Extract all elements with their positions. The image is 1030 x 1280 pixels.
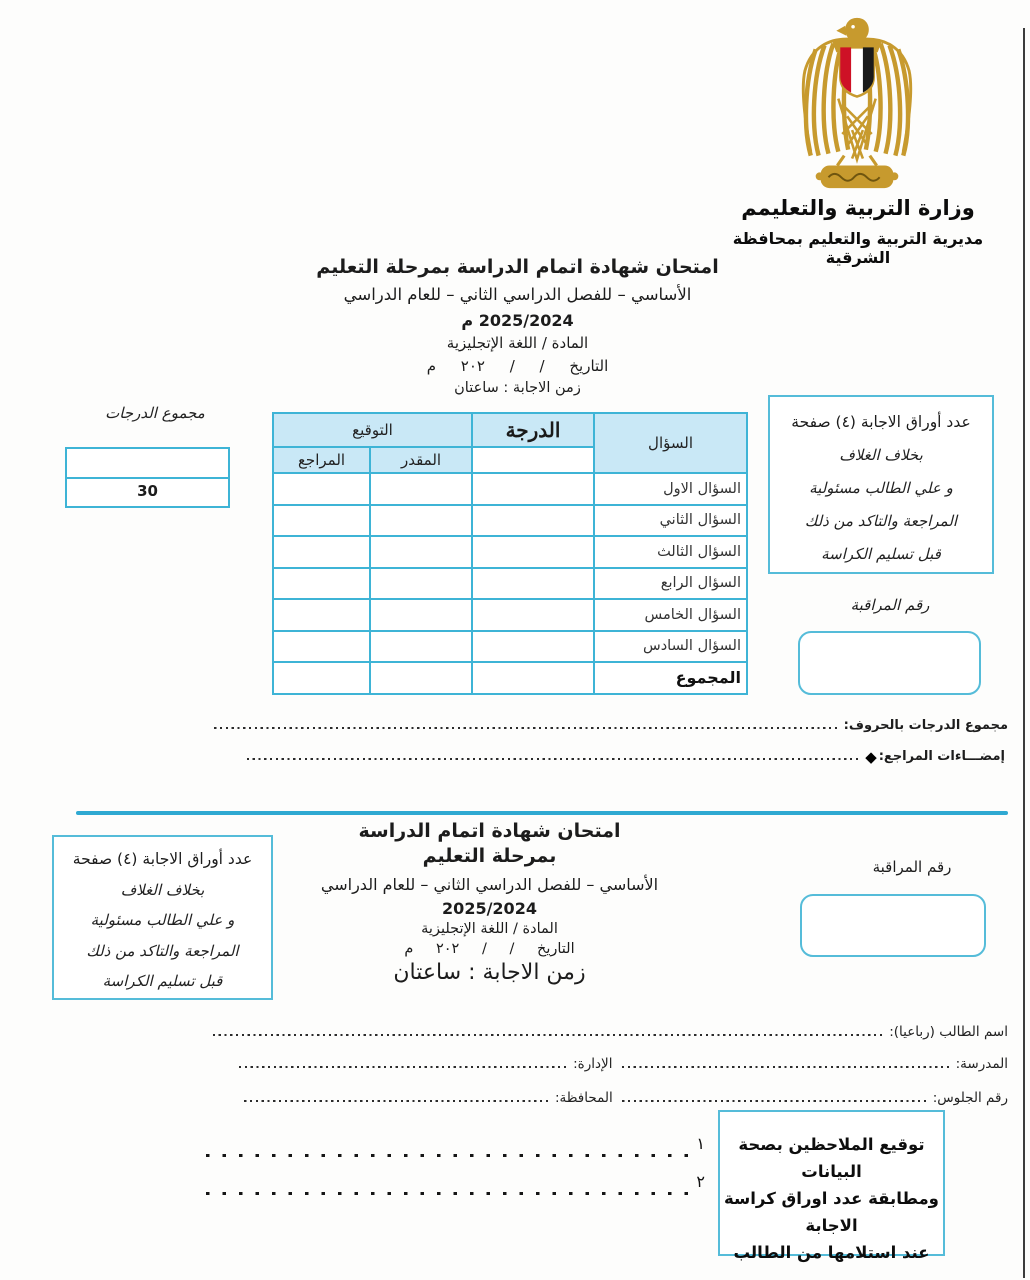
dotted-leader [620, 1100, 926, 1102]
table-row [273, 536, 747, 568]
table-total-row [273, 662, 747, 694]
reviewer-cell [273, 536, 370, 568]
eagle-of-saladin-icon [793, 12, 921, 194]
question-label: السؤال الاول [594, 473, 747, 505]
estimator-cell [370, 505, 472, 537]
exam-subject: المادة / اللغة الإتجليزية [446, 334, 589, 352]
total-scores-label: مجموع الدرجات [105, 404, 205, 422]
notice-line: قبل تسليم الكراسة [102, 972, 223, 990]
exam-title-block-top [295, 256, 740, 396]
observers-line: ومطابقة عدد اوراق كراسة الاجابة [724, 1189, 939, 1235]
estimator-cell [370, 631, 472, 663]
grade-cell [472, 662, 594, 694]
reviewer-cell [273, 599, 370, 631]
estimator-cell [370, 536, 472, 568]
dotted-leader [212, 1034, 882, 1036]
grade-cell [472, 599, 594, 631]
exam-title: امتحان شهادة اتمام الدراسة [358, 820, 621, 842]
reviewer-signatures-line [238, 746, 1005, 764]
dotted-leader [237, 1066, 566, 1068]
reviewer-cell [273, 473, 370, 505]
spaced-dots-leader [205, 1154, 688, 1157]
estimator-cell [370, 662, 472, 694]
col-header-grade [472, 413, 594, 447]
monitoring-number-label-top: رقم المراقبة [850, 596, 930, 614]
exam-year: 2025/2024 [442, 899, 537, 918]
notice-line: عدد أوراق الاجابة (٤) صفحة [791, 413, 971, 431]
exam-date: التاريخ / / ٢٠٢ م [404, 941, 575, 957]
question-label: السؤال الثاني [594, 505, 747, 537]
notice-line: و علي الطالب مسئولية [809, 479, 953, 497]
seat-number-label: رقم الجلوس: [932, 1090, 1008, 1106]
grade-cell [472, 631, 594, 663]
ministry-title: وزارة التربية والتعليمم [741, 196, 975, 220]
governorate-label: المحافظة: [554, 1090, 613, 1106]
total-scores-box [65, 447, 230, 508]
col-header-signature: التوقيع [273, 413, 472, 447]
egypt-eagle-emblem [793, 12, 921, 194]
exam-duration: زمن الاجابة : ساعتان [393, 960, 586, 985]
reviewer-signatures-label: إمضـــاءات المراجع: [878, 749, 1005, 764]
table-row [273, 473, 747, 505]
dotted-leader [242, 1100, 548, 1102]
total-in-words-label: مجموع الدرجات بالحروف: [843, 718, 1008, 733]
notice-line: بخلاف الغلاف [120, 880, 205, 899]
notice-line: المراجعة والتاكد من ذلك [86, 941, 239, 960]
exam-subject: المادة / اللغة الإتجليزية [421, 921, 558, 937]
page-edge-line [1023, 28, 1025, 1278]
total-scores-empty-cell [67, 449, 228, 479]
observers-signature-box [718, 1110, 945, 1262]
grade-cell [472, 505, 594, 537]
grade-header-text: الدرجة [505, 418, 561, 442]
dotted-leader [212, 727, 837, 729]
grade-cell [472, 473, 594, 505]
notice-line: عدد أوراق الاجابة (٤) صفحة [72, 850, 253, 868]
student-name-line [205, 1024, 1008, 1040]
ink-mark: ◆ [865, 748, 877, 766]
reviewer-cell [273, 568, 370, 600]
exam-title: امتحان شهادة اتمام الدراسة بمرحلة التعليم [316, 256, 719, 278]
monitoring-number-box-bottom [800, 894, 986, 957]
observers-line: توقيع الملاحظين بصحة البيانات [738, 1135, 925, 1181]
total-in-words-line [205, 718, 1008, 733]
table-row [273, 631, 747, 663]
total-scores-value: 30 [137, 482, 158, 500]
score-table [272, 412, 748, 695]
exam-subtitle: الأساسي – للفصل الدراسي الثاني – للعام الدراسي [320, 875, 659, 894]
estimator-cell [370, 473, 472, 505]
question-label: السؤال الرابع [594, 568, 747, 600]
table-row [273, 568, 747, 600]
seat-governorate-line [235, 1090, 1008, 1106]
grade-subheader-empty [472, 447, 594, 473]
exam-year: 2025/2024 م [461, 311, 574, 330]
directorate-title: مديرية التربية والتعليم بمحافظة الشرقية [732, 229, 984, 267]
ministry-header [708, 196, 1008, 267]
exam-title-block-bottom [262, 820, 717, 985]
monitoring-number-box-top [798, 631, 981, 695]
notice-line: المراجعة والتاكد من ذلك [804, 512, 958, 530]
answer-sheets-notice-top [768, 395, 994, 574]
reviewer-cell [273, 631, 370, 663]
question-label: السؤال الخامس [594, 599, 747, 631]
observer-signature-line-2 [205, 1172, 705, 1197]
estimator-cell [370, 568, 472, 600]
school-label: المدرسة: [955, 1056, 1008, 1072]
notice-line: بخلاف الغلاف [839, 446, 923, 464]
grade-cell [472, 568, 594, 600]
col-header-estimator: المقدر [370, 447, 472, 473]
reviewer-cell [273, 662, 370, 694]
table-row [273, 599, 747, 631]
line-number: ١ [696, 1134, 705, 1153]
exam-subtitle: الأساسي – للفصل الدراسي الثاني – للعام الدراسي [343, 285, 692, 304]
notice-line: و علي الطالب مسئولية [90, 911, 235, 929]
notice-line: قبل تسليم الكراسة [821, 545, 941, 563]
grade-cell [472, 536, 594, 568]
estimator-cell [370, 599, 472, 631]
line-number: ٢ [696, 1172, 705, 1191]
observer-signature-line-1 [205, 1134, 705, 1159]
school-admin-line [230, 1056, 1008, 1072]
exam-title-cont: بمرحلة التعليم [422, 845, 557, 867]
admin-label: الإدارة: [573, 1056, 613, 1072]
col-header-question: السؤال [594, 413, 747, 473]
col-header-reviewer: المراجع [273, 447, 370, 473]
student-name-label: اسم الطالب (رباعيا): [889, 1024, 1008, 1040]
answer-sheets-notice-bottom [52, 835, 273, 1000]
dotted-leader [619, 1066, 948, 1068]
dotted-leader [245, 758, 858, 760]
monitoring-number-label-bottom: رقم المراقبة [872, 858, 952, 876]
reviewer-cell [273, 505, 370, 537]
observers-line: عند استلامها من الطالب [733, 1243, 930, 1262]
question-label: السؤال السادس [594, 631, 747, 663]
exam-date: التاريخ / / ٢٠٢ م [426, 357, 609, 375]
question-label: السؤال الثالث [594, 536, 747, 568]
spaced-dots-leader [205, 1192, 688, 1195]
total-row-label: المجموع [594, 662, 747, 694]
exam-duration: زمن الاجابة : ساعتان [454, 380, 581, 396]
section-divider [76, 811, 1008, 815]
table-row [273, 505, 747, 537]
